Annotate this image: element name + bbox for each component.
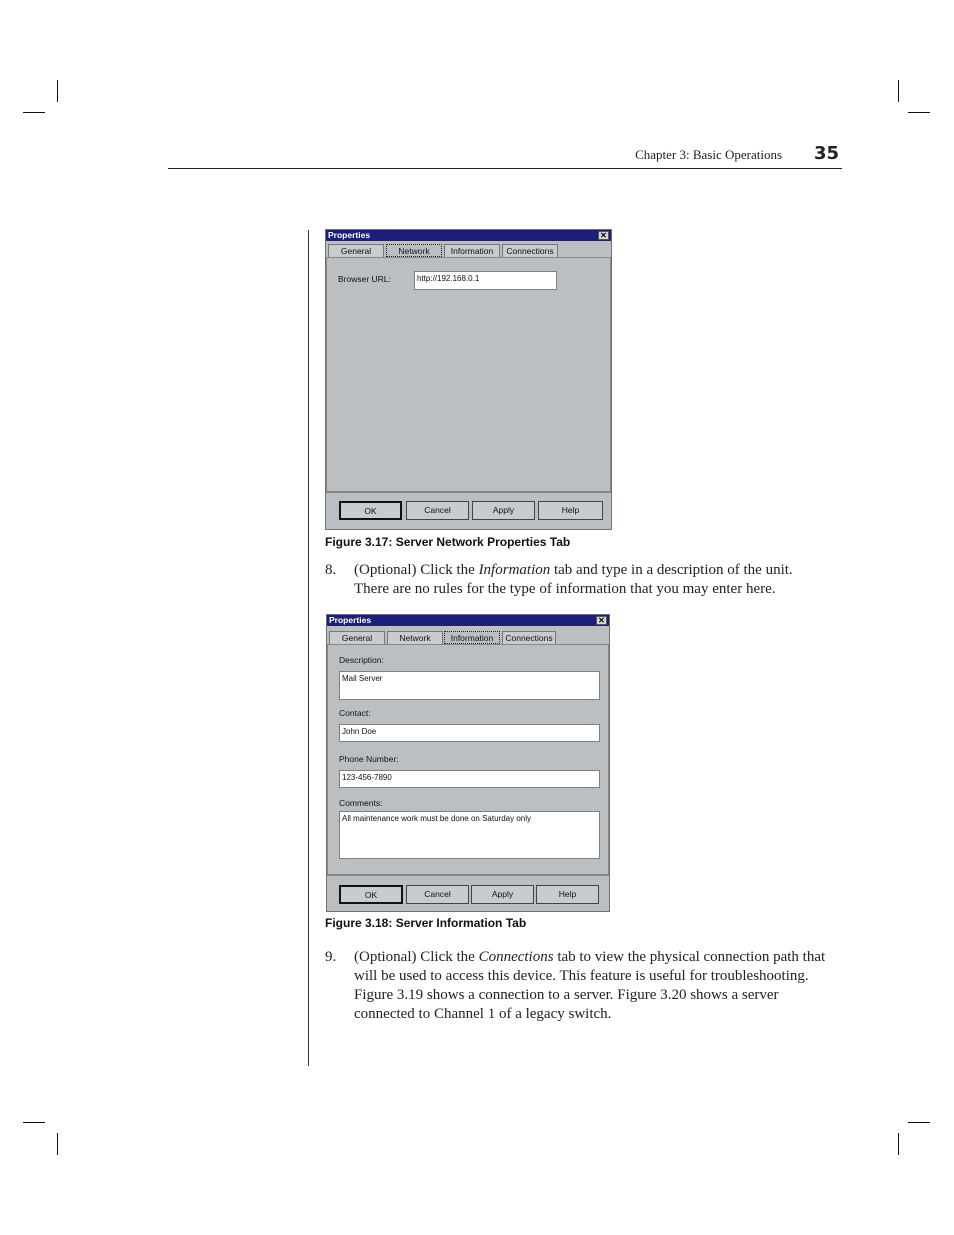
margin-rule bbox=[308, 230, 309, 1066]
running-header bbox=[168, 140, 842, 169]
step-text-part: tab to view the physical connection path that bbox=[553, 949, 826, 965]
crop-mark bbox=[57, 1133, 58, 1155]
tab-information[interactable]: Information bbox=[444, 244, 500, 257]
tab-network[interactable]: Network bbox=[386, 244, 442, 257]
network-properties-dialog bbox=[325, 229, 612, 530]
help-button[interactable]: Help bbox=[538, 501, 603, 520]
dialog-title: Properties bbox=[328, 230, 371, 240]
crop-mark bbox=[908, 112, 930, 113]
crop-mark bbox=[898, 80, 899, 102]
button-row bbox=[327, 875, 609, 913]
figure-caption: Figure 3.18: Server Information Tab bbox=[325, 916, 527, 930]
browser-url-label: Browser URL: bbox=[338, 274, 391, 284]
tab-panel bbox=[327, 644, 609, 875]
tab-general[interactable]: General bbox=[328, 244, 384, 257]
information-properties-dialog bbox=[326, 614, 610, 912]
apply-button[interactable]: Apply bbox=[471, 885, 534, 904]
crop-mark bbox=[908, 1122, 930, 1123]
cancel-button[interactable]: Cancel bbox=[406, 885, 469, 904]
cancel-button[interactable]: Cancel bbox=[406, 501, 469, 520]
step-number: 9. bbox=[325, 949, 337, 965]
step-line: connected to Channel 1 of a legacy switch. bbox=[354, 1006, 612, 1022]
comments-label: Comments: bbox=[339, 798, 383, 808]
help-button[interactable]: Help bbox=[536, 885, 599, 904]
dialog-titlebar bbox=[327, 615, 609, 626]
step-text bbox=[354, 948, 825, 1024]
close-icon[interactable]: ✕ bbox=[598, 231, 609, 240]
contact-label: Contact: bbox=[339, 708, 371, 718]
apply-button[interactable]: Apply bbox=[472, 501, 535, 520]
step-text-part: (Optional) Click the bbox=[354, 562, 479, 578]
step-emphasis: Connections bbox=[478, 949, 554, 965]
step-line: There are no rules for the type of information that you may enter here. bbox=[354, 581, 776, 597]
dialog-title: Properties bbox=[329, 615, 372, 625]
tab-connections[interactable]: Connections bbox=[502, 631, 556, 644]
crop-mark bbox=[23, 1122, 45, 1123]
step-text-part: tab and type in a description of the unit. bbox=[550, 562, 793, 578]
step-line bbox=[354, 561, 793, 580]
contact-input[interactable]: John Doe bbox=[339, 724, 600, 742]
browser-url-input[interactable]: http://192.168.0.1 bbox=[414, 271, 557, 290]
tab-panel bbox=[326, 257, 611, 492]
button-row bbox=[326, 492, 611, 531]
description-input[interactable]: Mail Server bbox=[339, 671, 600, 700]
crop-mark bbox=[898, 1133, 899, 1155]
phone-number-label: Phone Number: bbox=[339, 754, 399, 764]
crop-mark bbox=[57, 80, 58, 102]
ok-button[interactable]: OK bbox=[339, 885, 403, 904]
crop-mark bbox=[23, 112, 45, 113]
close-icon[interactable]: ✕ bbox=[596, 616, 607, 625]
step-line bbox=[354, 948, 825, 967]
chapter-title: Chapter 3: Basic Operations bbox=[635, 147, 782, 162]
ok-button[interactable]: OK bbox=[339, 501, 402, 520]
comments-input[interactable]: All maintenance work must be done on Saturday only bbox=[339, 811, 600, 859]
step-text bbox=[354, 561, 793, 599]
tab-connections[interactable]: Connections bbox=[502, 244, 558, 257]
step-line: Figure 3.19 shows a connection to a server. Figure 3.20 shows a server bbox=[354, 987, 779, 1003]
tab-information[interactable]: Information bbox=[444, 631, 500, 644]
step-number: 8. bbox=[325, 562, 337, 578]
tab-network[interactable]: Network bbox=[387, 631, 443, 644]
dialog-titlebar bbox=[326, 230, 611, 241]
step-8 bbox=[325, 561, 845, 601]
page-number: 35 bbox=[813, 143, 839, 164]
phone-number-input[interactable]: 123-456-7890 bbox=[339, 770, 600, 788]
tab-general[interactable]: General bbox=[329, 631, 385, 644]
step-line: will be used to access this device. This feature is useful for troubleshooting. bbox=[354, 968, 809, 984]
step-9 bbox=[325, 948, 850, 1028]
figure-caption: Figure 3.17: Server Network Properties Tab bbox=[325, 535, 571, 549]
description-label: Description: bbox=[339, 655, 384, 665]
step-text-part: (Optional) Click the bbox=[354, 949, 479, 965]
step-emphasis: Information bbox=[478, 562, 551, 578]
